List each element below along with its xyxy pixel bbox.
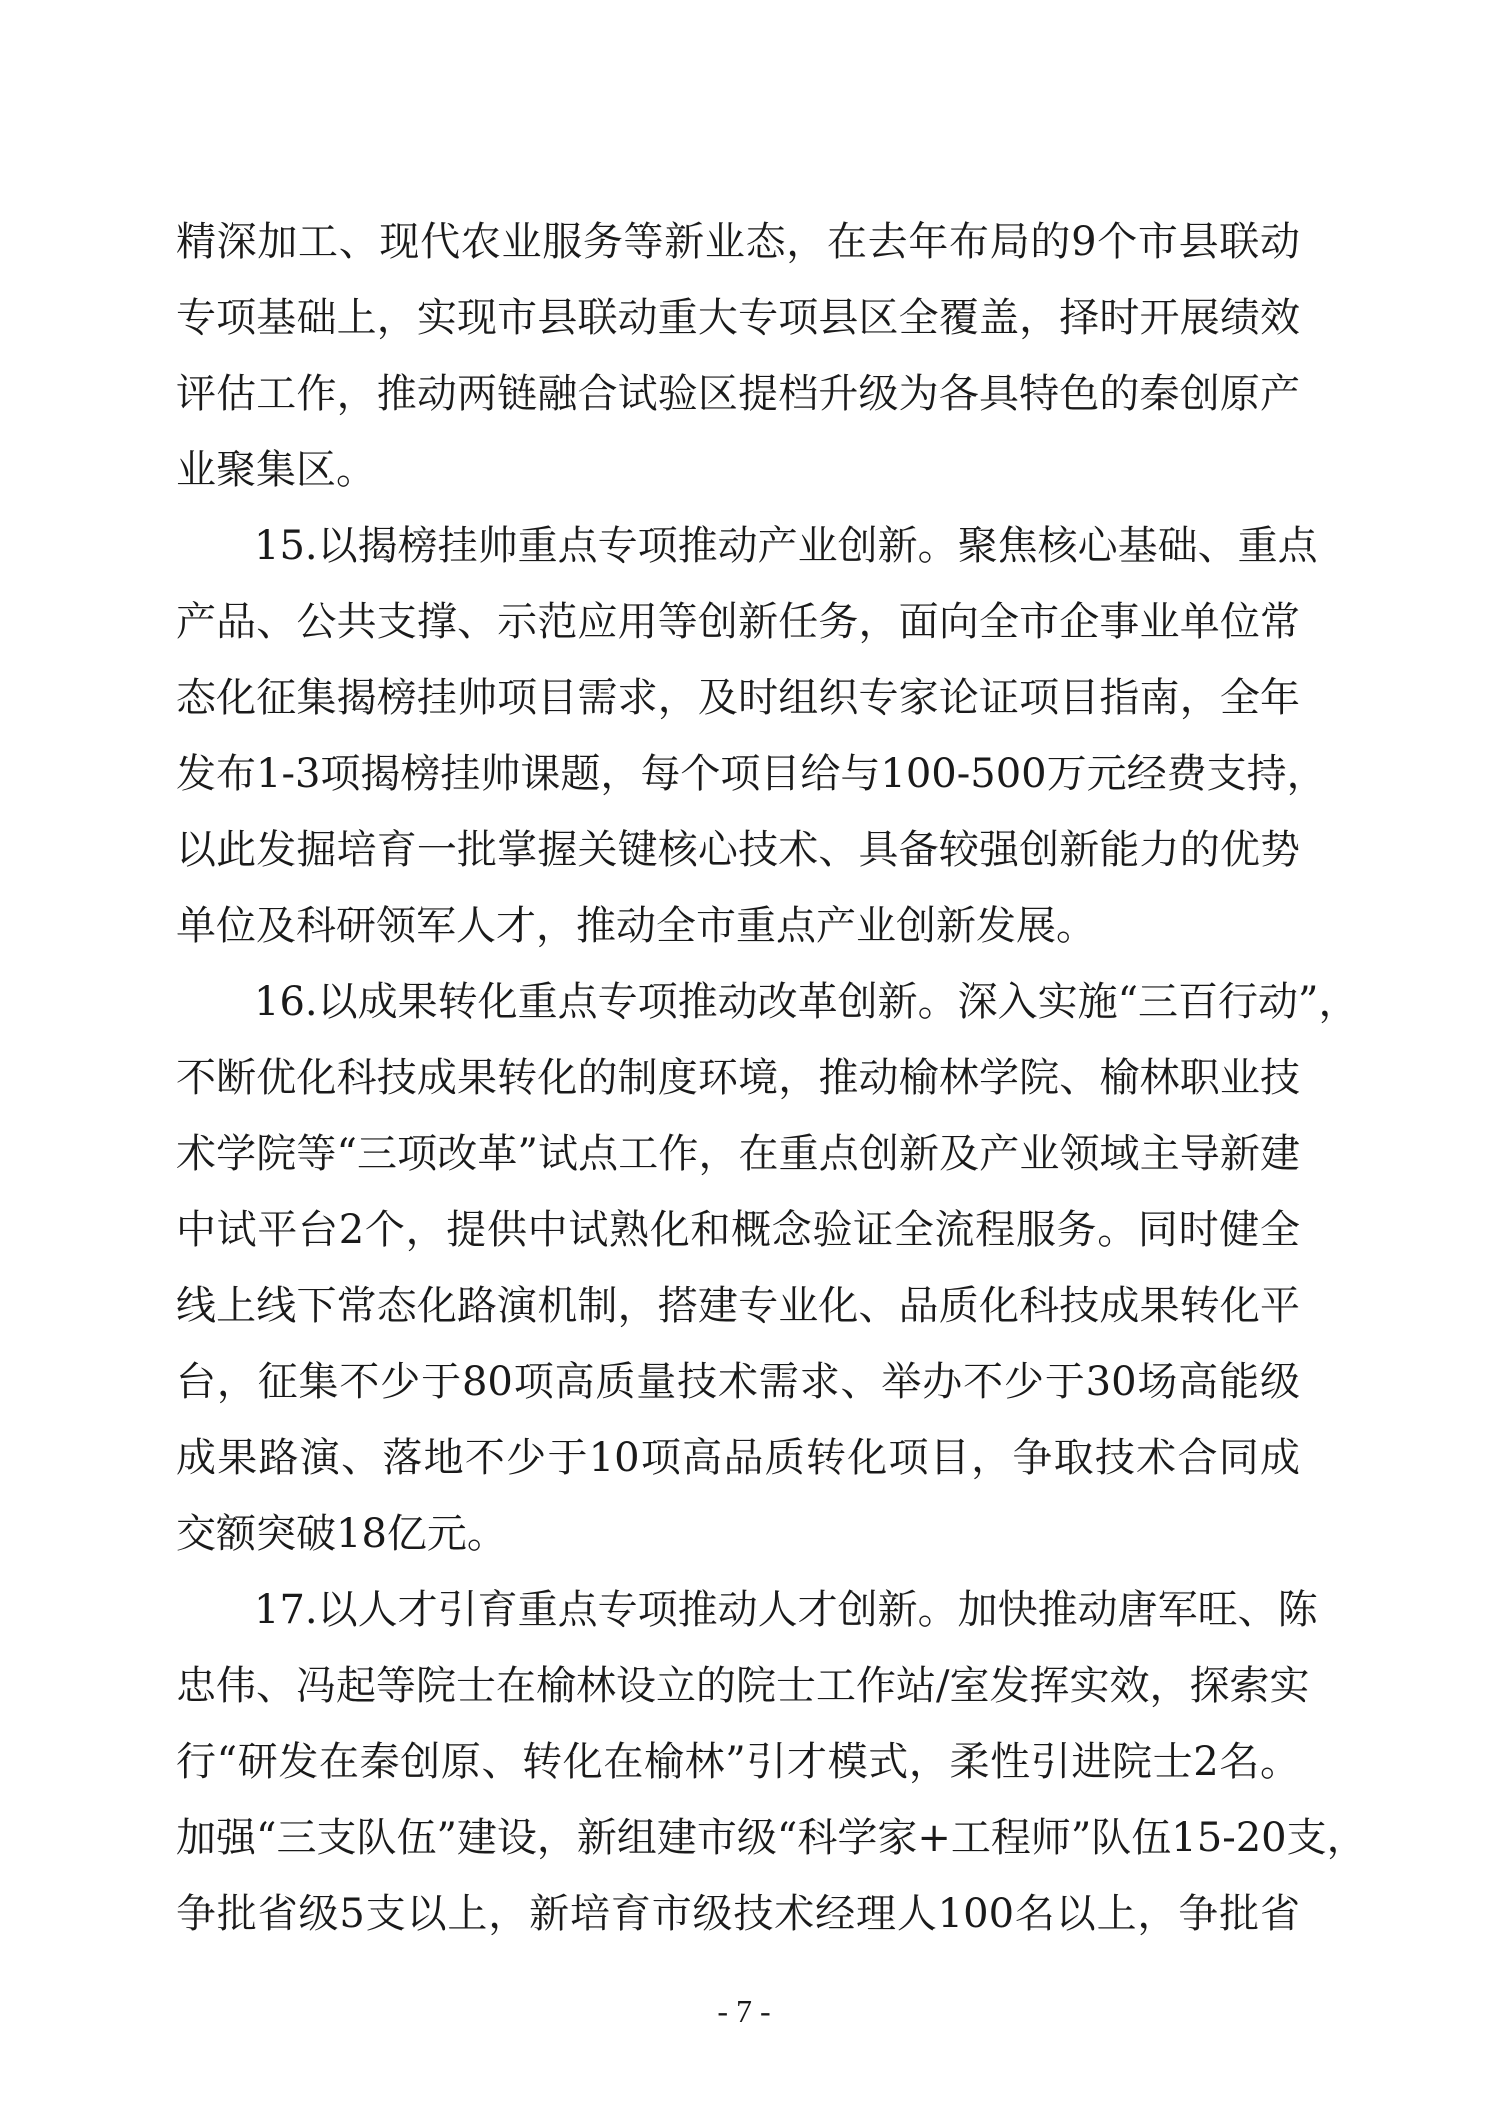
body-text-line: 以此发掘培育一批掌握关键核心技术、具备较强创新能力的优势	[176, 827, 1300, 873]
body-text-line: 交额突破18亿元。	[176, 1511, 507, 1557]
body-text-line: 专项基础上，实现市县联动重大专项县区全覆盖，择时开展绩效	[176, 295, 1300, 341]
body-text-line: 中试平台2个，提供中试熟化和概念验证全流程服务。同时健全	[176, 1207, 1300, 1253]
body-text-line: 争批省级5支以上，新培育市级技术经理人100名以上，争批省	[176, 1891, 1300, 1937]
page-number: - 7 -	[717, 1993, 771, 2029]
paragraph-16-heading-line: 16.以成果转化重点专项推动改革创新。深入实施“三百行动”，	[254, 979, 1359, 1025]
body-text-line: 单位及科研领军人才，推动全市重点产业创新发展。	[176, 903, 1096, 949]
body-text-line: 业聚集区。	[176, 447, 376, 493]
paragraph-15-heading-line: 15.以揭榜挂帅重点专项推动产业创新。聚焦核心基础、重点	[254, 523, 1318, 569]
body-text-line: 线上线下常态化路演机制，搭建专业化、品质化科技成果转化平	[176, 1283, 1300, 1329]
body-text-line: 行“研发在秦创原、转化在榆林”引才模式，柔性引进院士2名。	[176, 1739, 1300, 1785]
body-text-line: 态化征集揭榜挂帅项目需求，及时组织专家论证项目指南，全年	[176, 675, 1300, 721]
body-text-line: 忠伟、冯起等院士在榆林设立的院士工作站/室发挥实效，探索实	[176, 1663, 1310, 1709]
body-text-line: 成果路演、落地不少于10项高品质转化项目，争取技术合同成	[176, 1435, 1300, 1481]
body-text-line: 精深加工、现代农业服务等新业态，在去年布局的9个市县联动	[176, 219, 1300, 265]
body-text-line: 发布1-3项揭榜挂帅课题，每个项目给与100-500万元经费支持，	[176, 751, 1327, 797]
body-text-line: 加强“三支队伍”建设，新组建市级“科学家+工程师”队伍15-20支，	[176, 1815, 1367, 1861]
body-text-line: 术学院等“三项改革”试点工作，在重点创新及产业领域主导新建	[176, 1131, 1300, 1177]
paragraph-17-heading-line: 17.以人才引育重点专项推动人才创新。加快推动唐军旺、陈	[254, 1587, 1318, 1633]
body-text-line: 台，征集不少于80项高质量技术需求、举办不少于30场高能级	[176, 1359, 1300, 1405]
body-text-line: 不断优化科技成果转化的制度环境，推动榆林学院、榆林职业技	[176, 1055, 1300, 1101]
body-text-line: 产品、公共支撑、示范应用等创新任务，面向全市企事业单位常	[176, 599, 1300, 645]
body-text-line: 评估工作，推动两链融合试验区提档升级为各具特色的秦创原产	[176, 371, 1300, 417]
